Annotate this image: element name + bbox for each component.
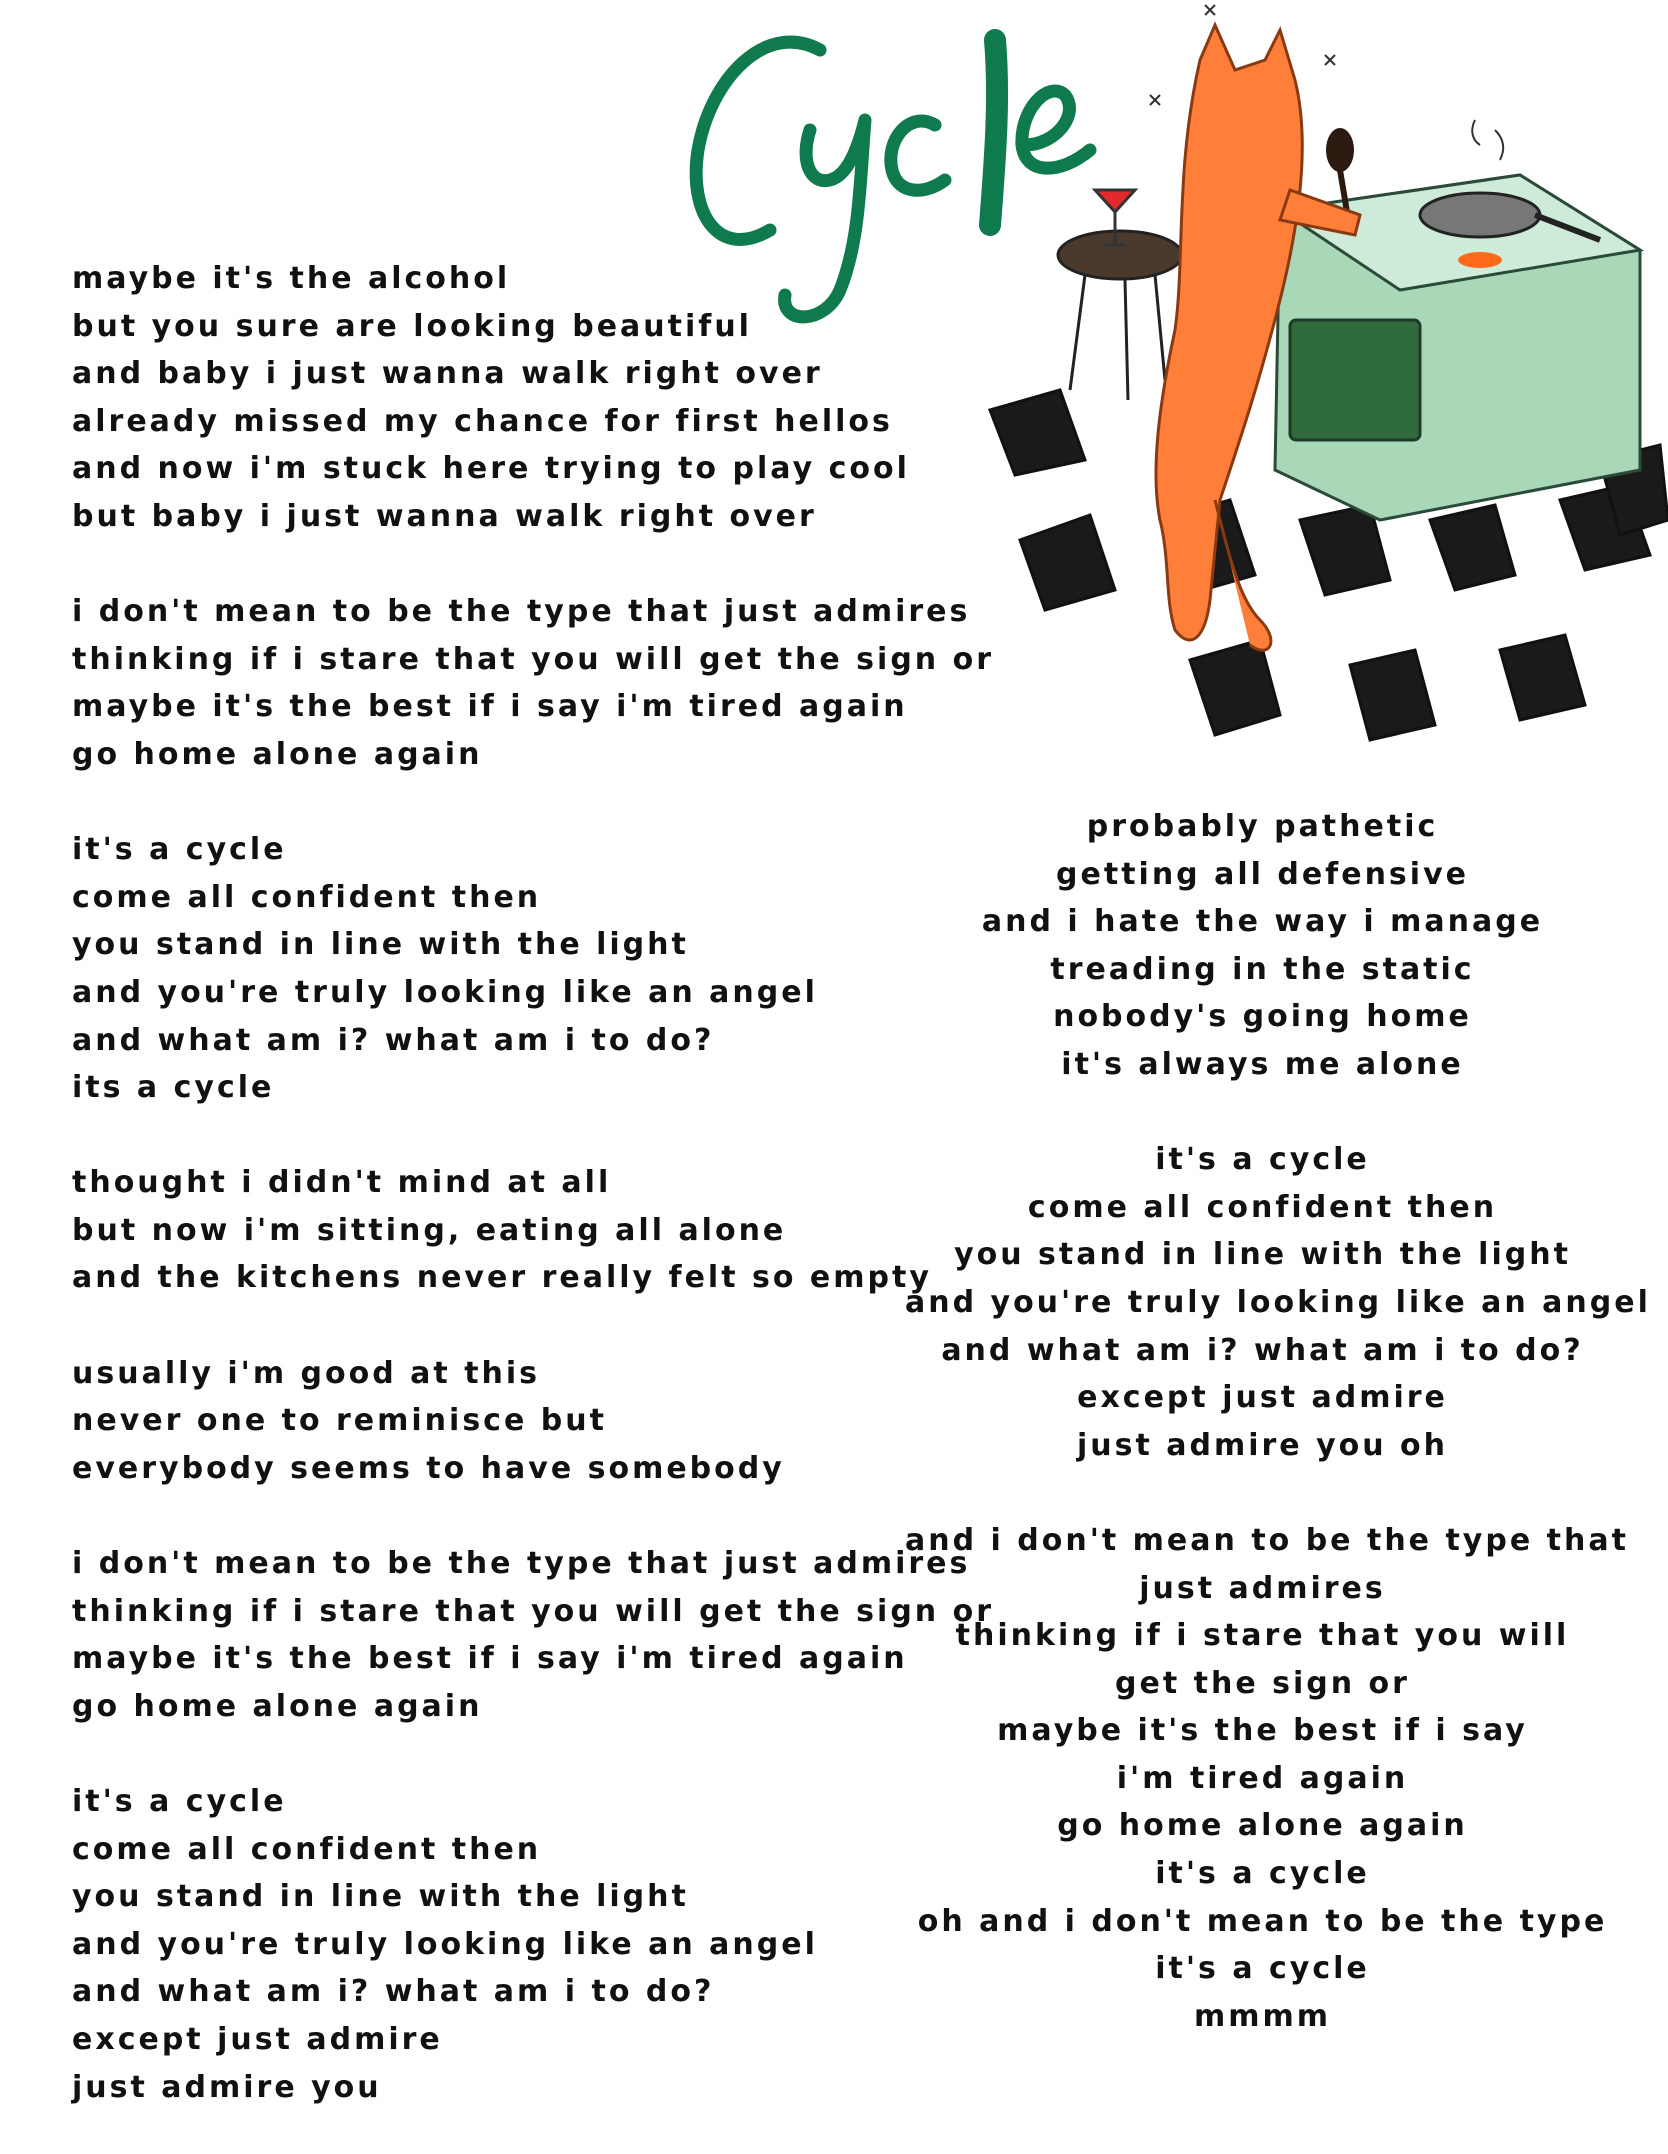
lyric-line: probably pathetic (1086, 809, 1439, 844)
lyric-line: and what am i? what am i to do? (72, 1974, 715, 2010)
lyric-line: but now i'm sitting, eating all alone (72, 1212, 787, 1248)
lyric-line: getting all defensive (1056, 856, 1469, 892)
lyric-line: maybe it's the best if i say i'm tired again (72, 1641, 908, 1677)
lyrics-stanza (905, 1136, 1651, 1469)
lyric-line: but baby i just wanna walk right over (72, 498, 817, 534)
lyrics-stanza (905, 1517, 1629, 2041)
lyric-line: never one to reminisce but (72, 1403, 607, 1439)
lyric-line: but you sure are looking beautiful (72, 308, 752, 344)
lyric-line: thinking if i stare that you will get the sign or (72, 641, 995, 677)
lyrics-stanza (72, 826, 952, 1112)
lyrics-stanza (72, 1350, 952, 1493)
lyric-line: go home alone again (1057, 1808, 1468, 1844)
lyric-line: come all confident then (1027, 1189, 1498, 1225)
cat-kitchen-illustration (960, 0, 1668, 790)
lyric-line: just admire you oh (1076, 1427, 1449, 1463)
lyric-line: and the kitchens never really felt so empty (72, 1260, 932, 1296)
lyric-line: usually i'm good at this (72, 1355, 541, 1391)
lyrics-stanza (905, 803, 1620, 1089)
lyric-line: just admires (1139, 1570, 1386, 1606)
lyric-line: and you're truly looking like an angel (72, 1926, 818, 1962)
lyric-line: maybe it's the best if i say (997, 1713, 1528, 1749)
lyric-line: everybody seems to have somebody (72, 1450, 785, 1486)
lyric-line: thinking if i stare that you will (955, 1618, 1570, 1654)
lyric-line: and what am i? what am i to do? (72, 1022, 715, 1058)
lyric-line: you stand in line with the light (954, 1237, 1571, 1273)
lyric-line: already missed my chance for first hellos (72, 403, 893, 439)
lyric-line: i don't mean to be the type that just admires (72, 594, 971, 630)
lyrics-stanza (72, 1778, 952, 2111)
lyric-line: you stand in line with the light (72, 927, 689, 963)
lyric-line: thinking if i stare that you will get the sign or (72, 1593, 995, 1629)
lyric-line: maybe it's the alcohol (72, 261, 511, 296)
lyric-line: maybe it's the best if i say i'm tired again (72, 689, 908, 725)
lyric-line: go home alone again (72, 1688, 483, 1724)
lyric-line: and now i'm stuck here trying to play cool (72, 451, 910, 487)
lyric-line: it's a cycle (1155, 1951, 1370, 1987)
lyric-line: oh and i don't mean to be the type (917, 1903, 1608, 1939)
lyrics-left-column (72, 255, 995, 2154)
lyric-line: and i hate the way i manage (981, 904, 1544, 940)
lyric-line: treading in the static (1050, 951, 1475, 987)
lyric-line: and baby i just wanna walk right over (72, 356, 823, 392)
lyric-line: it's a cycle (1155, 1142, 1370, 1178)
lyric-line: except just admire (1077, 1380, 1448, 1416)
lyric-line: just admire you (72, 2069, 382, 2105)
lyrics-right-column (905, 803, 1651, 2088)
lyric-line: get the sign or (1115, 1665, 1410, 1701)
lyrics-stanza (72, 1540, 995, 1730)
lyric-line: it's a cycle (1155, 1856, 1370, 1892)
lyric-line: except just admire (72, 2021, 443, 2057)
lyric-line: and you're truly looking like an angel (72, 974, 818, 1010)
lyric-line: i'm tired again (1116, 1760, 1409, 1796)
lyric-line: i don't mean to be the type that just admires (72, 1546, 971, 1582)
lyric-line: go home alone again (72, 736, 483, 772)
lyric-line: and you're truly looking like an angel (905, 1284, 1651, 1320)
lyric-line: come all confident then (72, 879, 542, 915)
lyric-line: and i don't mean to be the type that (905, 1522, 1629, 1558)
lyric-line: thought i didn't mind at all (72, 1165, 612, 1201)
lyric-line: it's a cycle (72, 832, 287, 868)
lyric-line: it's a cycle (72, 1784, 287, 1819)
lyric-line: and what am i? what am i to do? (941, 1332, 1584, 1368)
lyrics-stanza (72, 255, 952, 541)
lyric-line: it's always me alone (1061, 1046, 1464, 1082)
lyric-line: its a cycle (72, 1070, 275, 1106)
lyric-line: mmmm (1193, 1998, 1332, 2034)
side-table-icon (1058, 231, 1182, 400)
lyric-line: you stand in line with the light (72, 1879, 689, 1915)
lyrics-stanza (72, 1159, 952, 1302)
lyrics-stanza (72, 588, 995, 778)
lyric-line: nobody's going home (1053, 999, 1472, 1035)
lyric-line: come all confident then (72, 1831, 542, 1867)
